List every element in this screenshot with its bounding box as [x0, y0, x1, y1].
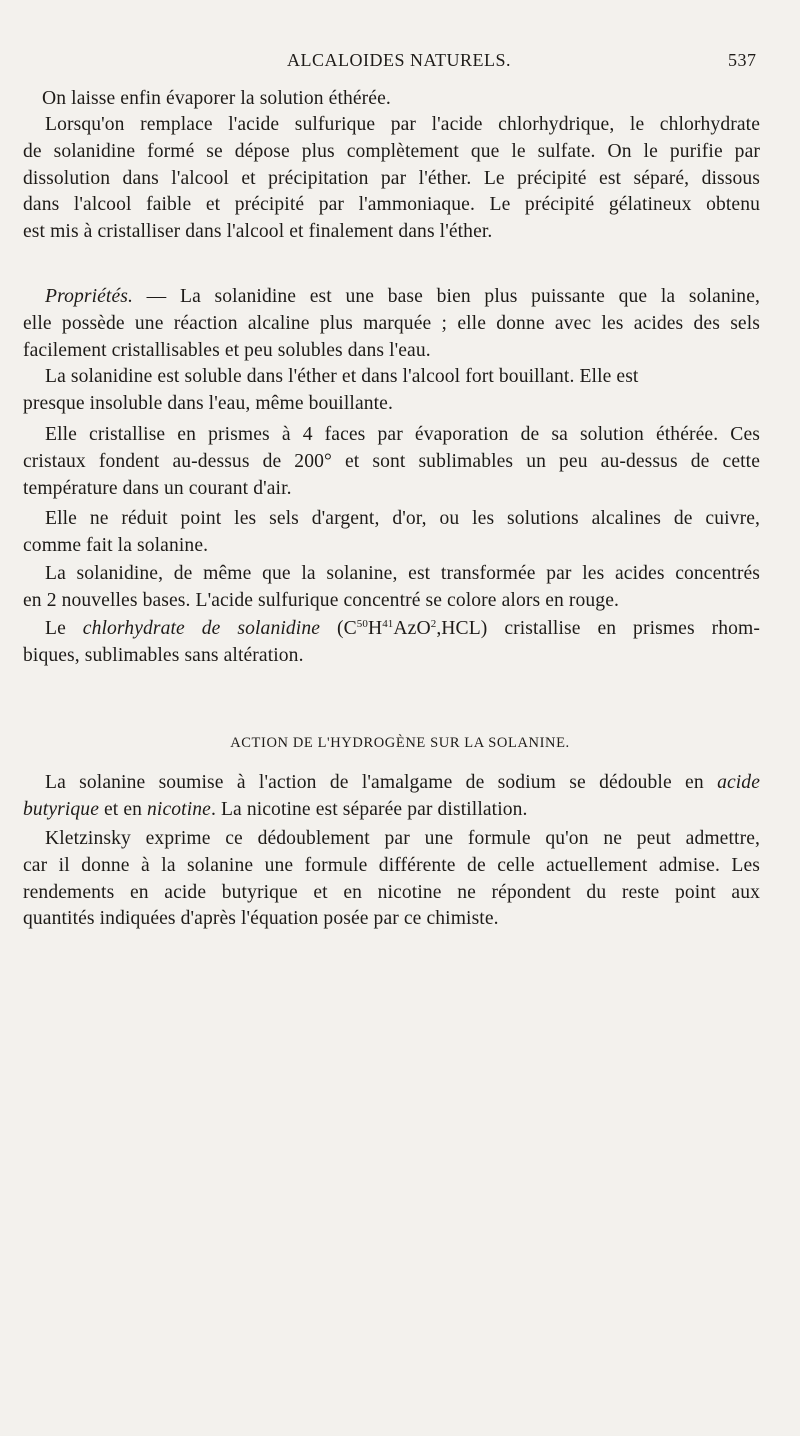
paragraph [23, 422, 760, 502]
italic-term: chlorhydrate de solanidine [82, 618, 321, 639]
formula-part: (C [320, 618, 357, 639]
formula-part: AzO [393, 618, 431, 639]
text-line: presque insoluble dans l'eau, même bouillante. [23, 392, 393, 414]
paragraph [23, 506, 760, 560]
italic-term: nicotine [147, 798, 211, 820]
text-line [23, 797, 760, 824]
text-line: en 2 nouvelles bases. L'acide sulfurique concentré se colore alors en rouge. [23, 589, 619, 611]
text-line: de solanidine formé se dépose plus complètement que le sulfate. On le purifie par [23, 140, 760, 162]
text-line: cristaux fondent au-dessus de 200° et sont sublimables un peu au-dessus de cette [23, 450, 760, 472]
text-line: car il donne à la solanine une formule différente de celle actuellement admise. Les [23, 854, 760, 876]
paragraph [23, 770, 760, 824]
run-in-heading: Propriétés. [45, 286, 133, 307]
paragraph [23, 284, 760, 364]
text-line [23, 616, 760, 643]
running-title: ALCALOIDES NATURELS. [287, 50, 511, 70]
text-run: La solanine soumise à l'action de l'amalgame de sodium se dédouble en [45, 772, 718, 793]
italic-term: butyrique [23, 798, 99, 820]
text-line: Lorsqu'on remplace l'acide sulfurique par l'acide chlorhydrique, le chlorhydrate [45, 114, 760, 135]
section-heading: ACTION DE L'HYDROGÈNE SUR LA SOLANINE. [230, 735, 570, 751]
text-line: comme fait la solanine. [23, 534, 209, 556]
running-header [0, 50, 800, 76]
paragraph [42, 86, 391, 113]
paragraph [23, 561, 760, 615]
text-line: elle possède une réaction alcaline plus marquée ; elle donne avec les acides des sels [23, 312, 760, 334]
text-line: On laisse enfin évaporer la solution éthérée. [42, 88, 391, 109]
text-line: dans l'alcool faible et précipité par l'ammoniaque. Le précipité gélatineux obtenu [23, 194, 760, 216]
formula-subscript: 41 [382, 618, 394, 630]
text-run: et en [99, 798, 148, 820]
paragraph [23, 826, 760, 933]
text-line: est mis à cristalliser dans l'alcool et finalement dans l'éther. [23, 221, 493, 243]
text-run: . La nicotine est séparée par distillation. [210, 798, 528, 820]
text-line: quantités indiquées d'après l'équation posée par ce chimiste. [23, 908, 499, 930]
text-run: — La solanidine est une base bien plus puissante que la solanine, [133, 286, 760, 307]
page-number: 537 [728, 50, 757, 70]
text-line: Elle cristallise en prismes à 4 faces par évaporation de sa solution éthérée. Ces [45, 424, 760, 445]
italic-term: acide [717, 772, 760, 793]
text-line: Kletzinsky exprime ce dédoublement par une formule qu'on ne peut admettre, [45, 828, 760, 849]
text-line: température dans un courant d'air. [23, 477, 292, 499]
text-run: Le [45, 618, 83, 639]
text-line: La solanidine est soluble dans l'éther et dans l'alcool fort bouillant. Elle est [45, 366, 639, 387]
text-line [23, 770, 760, 797]
show-through-shadow [20, 980, 780, 1280]
formula-part: ,HCL) cristallise en prismes rhom- [436, 618, 761, 639]
formula-subscript: 2 [430, 618, 437, 630]
text-line: biques, sublimables sans altération. [23, 644, 304, 666]
paragraph [23, 364, 638, 418]
text-line: La solanidine, de même que la solanine, est transformée par les acides concentrés [45, 563, 760, 584]
text-line: rendements en acide butyrique et en nicotine ne répondent du reste point aux [23, 881, 760, 903]
formula-part: H [367, 618, 383, 639]
text-line: facilement cristallisables et peu solubles dans l'eau. [23, 339, 431, 361]
text-line: Elle ne réduit point les sels d'argent, d'or, ou les solutions alcalines de cuivre, [45, 508, 760, 529]
text-line [23, 284, 760, 311]
paragraph [23, 616, 760, 670]
text-line: dissolution dans l'alcool et précipitation par l'éther. Le précipité est séparé, dissous [23, 167, 760, 189]
formula-subscript: 50 [356, 618, 368, 630]
paragraph [23, 112, 760, 246]
